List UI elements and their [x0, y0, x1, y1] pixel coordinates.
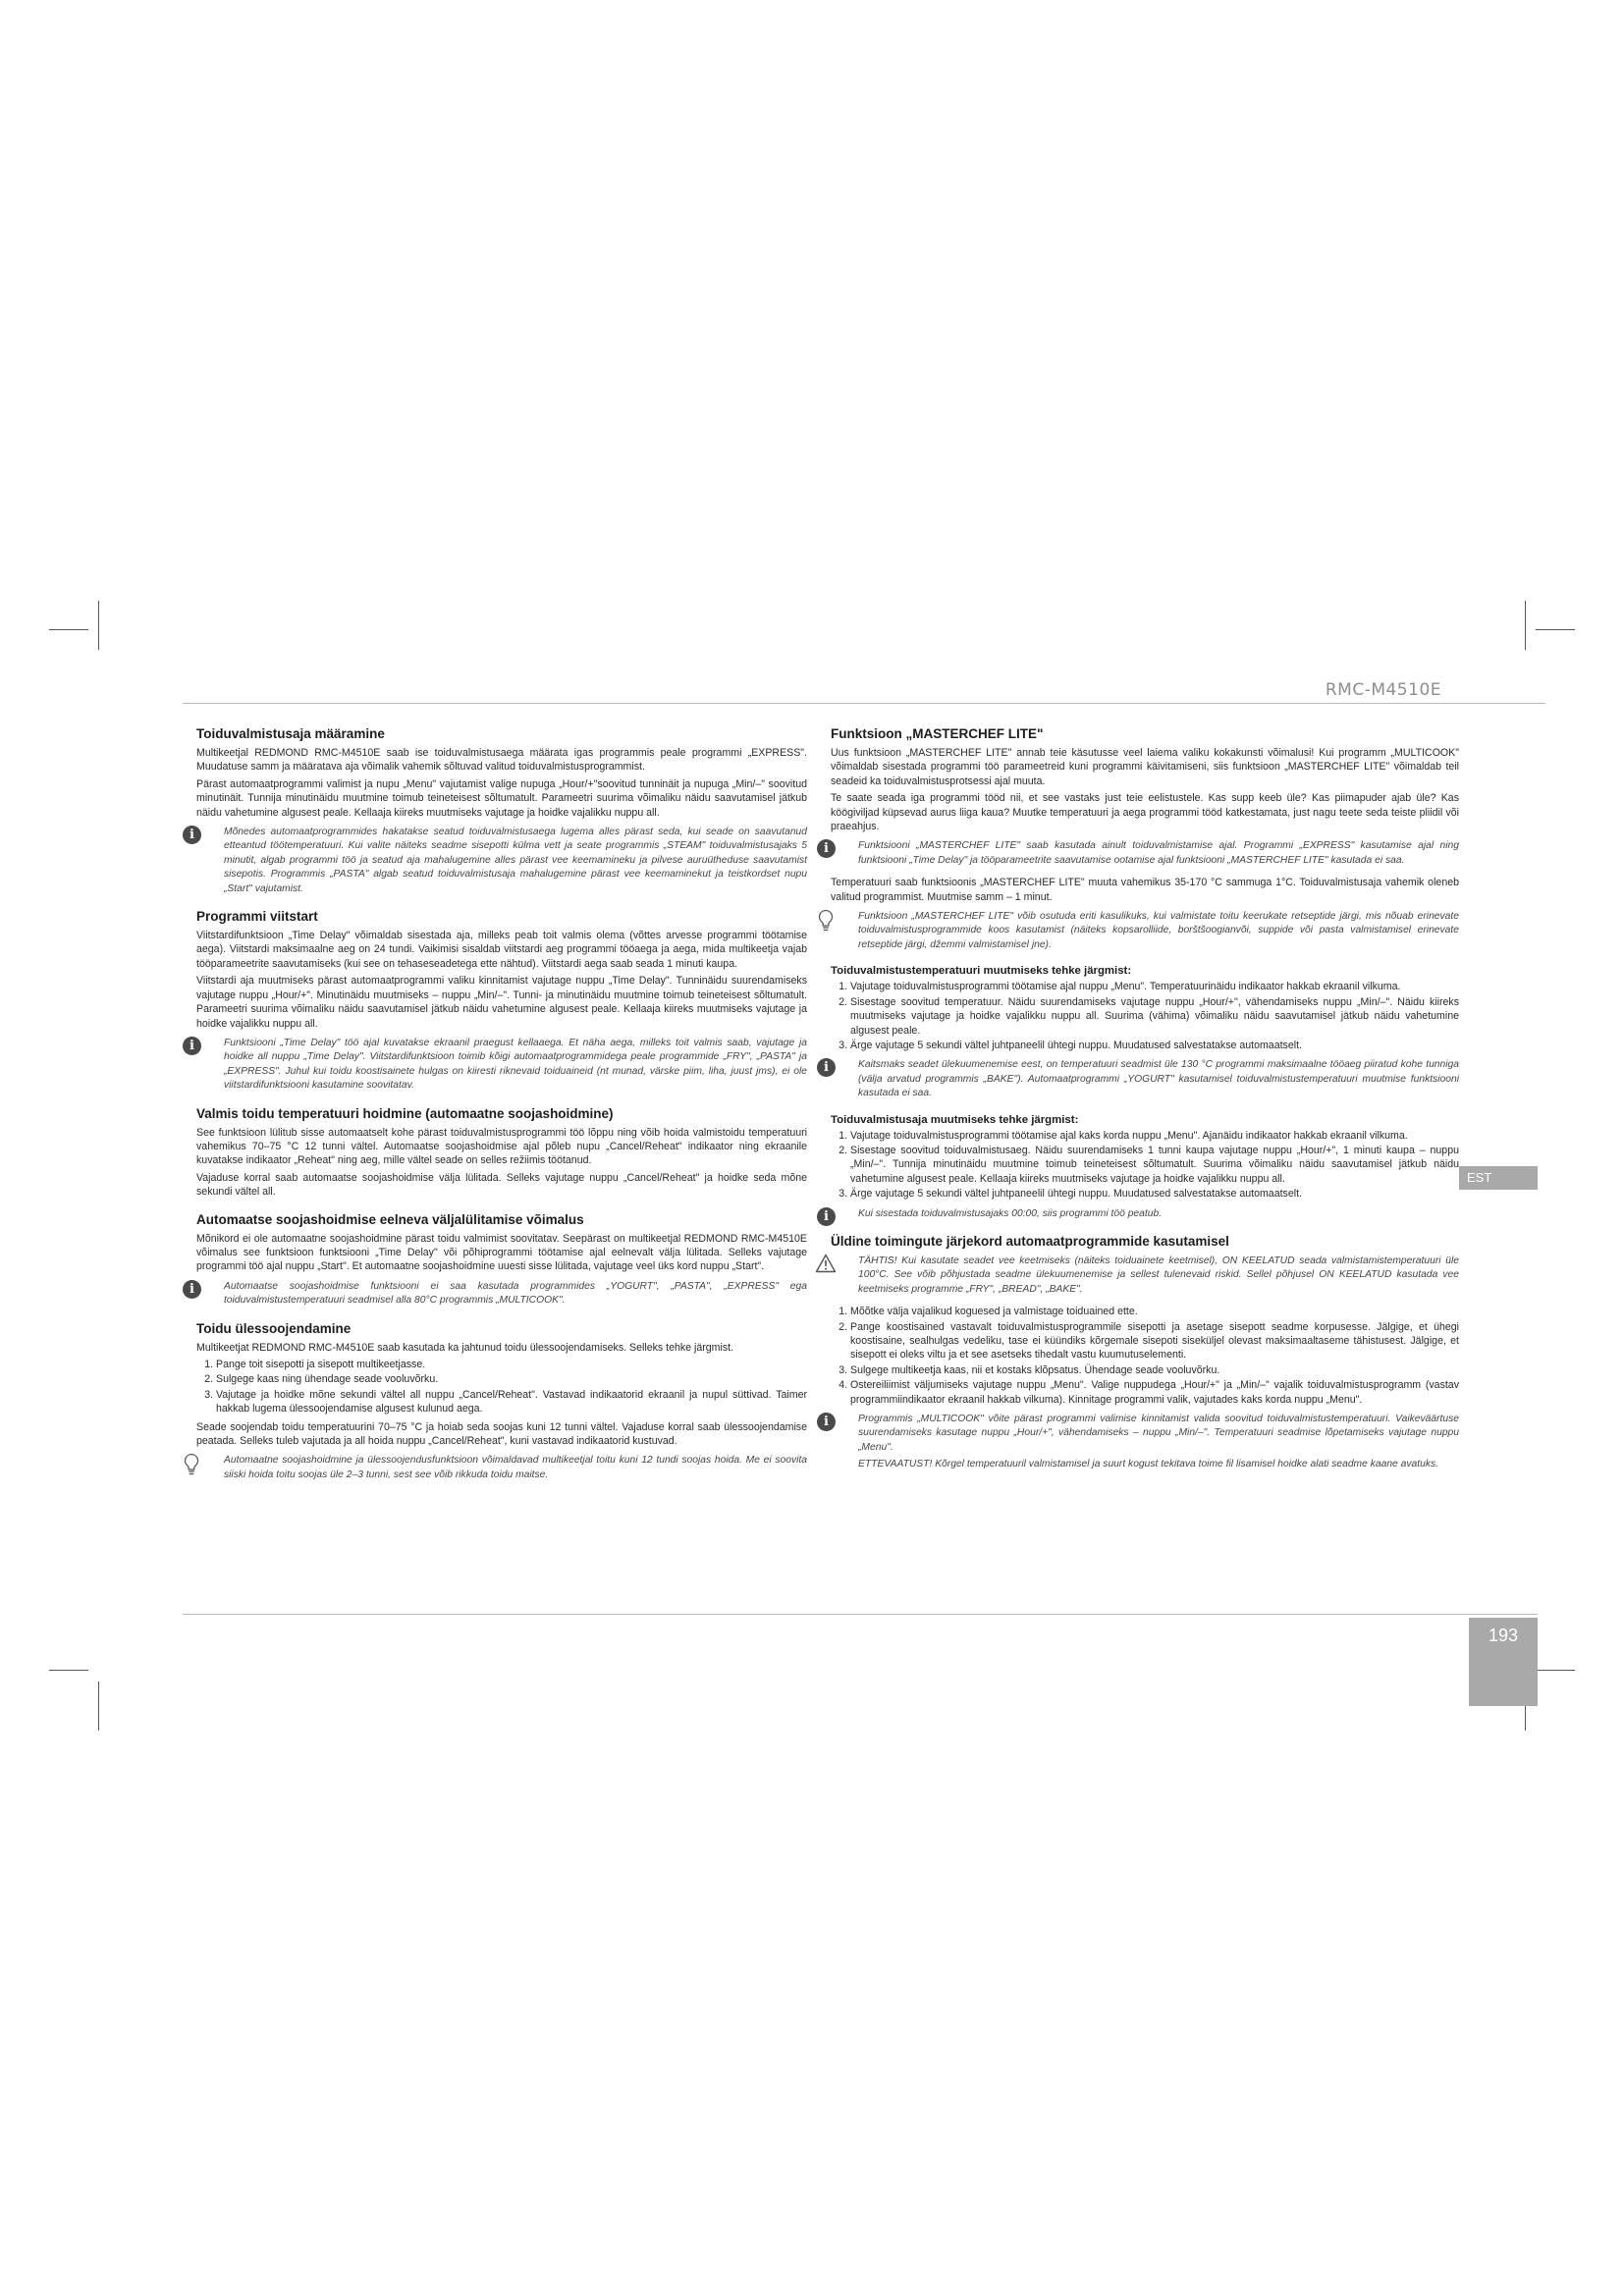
note-text: Funktsiooni „MASTERCHEF LITE" saab kasutada ainult toiduvalmistamise ajal. Programmi „EXPRESS" kasutamise ajal ning funktsiooni „Time Delay" ja tööparameetrite saavutamise ootamise ajal funktsiooni „MASTERCHEF LITE" kasutada ei saa.	[858, 840, 1459, 866]
section-change-time	[824, 1113, 1459, 1224]
list-item: 2. Sisestage soovitud toiduvalmistusaeg. Näidu suurendamiseks 1 tunni kaupa vajutage nuppu „Hour/+", 1 minuti kaupa – nuppu „Min/–". Tunnija minutinäidu muutmine toimub teineteisest sõltumatult. Suurima võimaliku näidu saavutamisel jätkub näidu vahetumine algusest peale. Kellaaja kiireks muutmiseks vajutage ja hoidke vajalikku nuppu all.	[850, 1144, 1459, 1186]
footer-rule	[183, 1614, 1538, 1615]
section-title: Valmis toidu temperatuuri hoidmine (automaatne soojashoidmine)	[196, 1105, 614, 1121]
crop-mark	[49, 1670, 88, 1671]
list-item: 3. Vajutage ja hoidke mõne sekundi vältel all nuppu „Cancel/Reheat". Vastavad indikaatorid ekraanil ja nupul süttivad. Taimer hakkab lugema ülessoojendamise algusest kulunud aega.	[216, 1388, 807, 1416]
subsection-title: Toiduvalmistustemperatuuri muutmiseks tehke järgmist:	[831, 965, 1132, 978]
steps-list	[831, 1129, 1459, 1201]
note-text: Programmis „MULTICOOK" võite pärast programmi valimise kinnitamist valida soovitud toiduvalmistustemperatuuri. Vaikeväärtuse suurendamiseks kasutage nuppu „Hour/+", vähendamiseks – nuppu „Min/–". Temperatuuri seadmise lõpetamiseks vajutage nuppu „Menu".	[858, 1414, 1459, 1453]
warning-note	[831, 1255, 1459, 1297]
section-cooking-time	[189, 726, 807, 896]
left-column	[189, 726, 807, 1495]
info-icon: i	[817, 1058, 836, 1077]
info-icon: i	[183, 1037, 201, 1055]
note-text: TÄHTIS! Kui kasutate seadet vee keetmiseks (näiteks toiduainete keetmisel), ON KEELATUD seada valmistamistemperatuuri üle 100°C. See võib põhjustada seadme ülekuumenemise ja sellest tulenevaid riskid. Sellel põhjusel ON KEELATUD kasutada vee keetmiseks programme „FRY", „BREAD", „BAKE".	[858, 1255, 1459, 1295]
info-note	[824, 1058, 1459, 1100]
section-reheat	[196, 1321, 807, 1483]
crop-mark	[98, 1682, 99, 1731]
section-title: Toiduvalmistusaja määramine	[196, 726, 385, 741]
section-title: Toidu ülessoojendamine	[196, 1320, 352, 1336]
section-change-temperature	[824, 965, 1459, 1100]
header-rule	[183, 703, 1545, 704]
tip-note	[196, 1454, 807, 1482]
paragraph: Viitstardi aja muutmiseks pärast automaatprogrammi valiku kinnitamist vajutage nuppu „Time Delay". Tunninäidu suurendamiseks vajutage nuppu „Hour/+". Minutinäidu muutmiseks – nuppu „Min/–". Tunni- ja minutinäidu muutmine toimub teineteisest sõltumatult. Parameetri suurima võimaliku näidu saavutamisel jätkub näidu vahetumine algusest peale. Kellaaja kiireks muutmiseks vajutage ja hoidke vajalikku nuppu all.	[196, 975, 807, 1030]
info-icon: i	[817, 1413, 836, 1431]
crop-mark	[1536, 1670, 1575, 1671]
note-text: Automaatne soojashoidmine ja ülessoojendusfunktsioon võimaldavad multikeetjal toitu kuni 12 tundi soojas hoida. Me ei soovita siiski hoida toitu soojas üle 2–3 tunni, sest see võib rikkuda toidu maitse.	[224, 1455, 807, 1480]
lightbulb-icon	[183, 1453, 200, 1476]
warning-icon	[815, 1254, 837, 1273]
paragraph: Multikeetjal REDMOND RMC-M4510E saab ise toiduvalmistusaega määrata igas programmis peale programmi „EXPRESS". Muudatuse samm ja määratava aja võimalik vahemik sõltuvad valitud toiduvalmistusprogrammist.	[196, 747, 807, 774]
subsection-title: Toiduvalmistusaja muutmiseks tehke järgmist:	[831, 1113, 1079, 1126]
info-icon: i	[183, 1280, 201, 1299]
section-masterchef	[824, 726, 1459, 952]
caution-text: ETTEVAATUST! Kõrgel temperatuuril valmistamisel ja suurt kogust tekitava toime fil lisamisel hoidke alati seadme kaane avatuks.	[858, 1459, 1438, 1470]
paragraph: Temperatuuri saab funktsioonis „MASTERCHEF LITE" muuta vahemikus 35-170 °C sammuga 1°C. Toiduvalmistusaja vahemik oleneb valitud programmist. Muutmise samm – 1 minut.	[831, 877, 1459, 903]
info-note	[189, 1280, 807, 1308]
section-keep-warm	[196, 1106, 807, 1200]
model-header: RMC-M4510E	[1325, 680, 1441, 700]
list-item: 1. Pange toit sisepotti ja sisepott multikeetjasse.	[216, 1358, 807, 1371]
list-item: 3. Ärge vajutage 5 sekundi vältel juhtpaneelil ühtegi nuppu. Muudatused salvestatakse automaatselt.	[850, 1039, 1459, 1052]
list-item: 3. Sulgege multikeetja kaas, nii et kostaks klõpsatus. Ühendage seade vooluvõrku.	[850, 1363, 1459, 1377]
info-icon: i	[817, 1207, 836, 1226]
info-note	[189, 1037, 807, 1094]
note-text: Automaatse soojashoidmise funktsiooni ei saa kasutada programmides „YOGURT", „PASTA", „EXPRESS" ega toiduvalmistustemperatuuri seadmisel alla 80°C programmis „MULTICOOK".	[224, 1280, 807, 1307]
steps-list	[831, 1305, 1459, 1407]
note-text: Mõnedes automaatprogrammides hakatakse seatud toiduvalmistusaega lugema alles pärast seda, kui seade on saavutanud etteantud töötemperatuuri. Kui valite näiteks seadme sisepotti külma vett ja seate programmis „STEAM" toiduvalmistusajaks 5 minutit, algab programmi töö ja seatud aja mahalugemine alles pärast vee keemamineku ja pilvese auruütheduse saavutamist sisepotis. Programmis „PASTA" algab seatud toiduvalmistusaja mahalugemine pärast vee keemaminekut ja teistkordset nupu „Start" vajutamist.	[224, 827, 807, 894]
paragraph: Multikeetjat REDMOND RMC-M4510E saab kasutada ka jahtunud toidu ülessoojendamiseks. Selleks tehke järgmist.	[196, 1341, 734, 1354]
paragraph: Vajaduse korral saab automaatse soojashoidmise välja lülitada. Selleks vajutage nuppu „Cancel/Reheat" ja hoidke seda mõne sekundi vältel all.	[196, 1171, 807, 1199]
language-tab: EST	[1459, 1166, 1538, 1190]
crop-mark	[1525, 601, 1526, 650]
crop-mark	[49, 629, 88, 630]
list-item: 4. Ostereiliimist väljumiseks vajutage nuppu „Menu". Valige nuppudega „Hour/+" ja „Min/–" vajalik toiduvalmistusprogramm (vastav programmiindikaator ekraanil hakkab vilkuma). Kinnitage programmi valik, vajutades kaks korda nuppu „Menu".	[850, 1378, 1459, 1407]
info-note	[824, 1413, 1459, 1472]
section-delayed-start	[189, 909, 807, 1093]
list-item: 2. Sulgege kaas ning ühendage seade vooluvõrku.	[216, 1372, 807, 1386]
steps-list	[196, 1358, 807, 1416]
info-note	[189, 826, 807, 896]
list-item: 1. Vajutage toiduvalmistusprogrammi töötamise ajal nuppu „Menu". Temperatuurinäidu indikaator hakkab ekraanil vilkuma.	[850, 980, 1459, 993]
note-text: Kaitsmaks seadet ülekuumenemise eest, on temperatuuri seadmist üle 130 °C programmi maksimaalne tööaeg piiratud kohe tunniga (välja arvatud programmis „BAKE"). Automaatprogrammi „YOGURT" kasutamisel toiduvalmistustemperatuuri muutmise funktsiooni kasutada ei saa.	[858, 1059, 1459, 1099]
section-keep-warm-off	[189, 1211, 807, 1308]
list-item: 3. Ärge vajutage 5 sekundi vältel juhtpaneelil ühtegi nuppu. Muudatused salvestatakse automaatselt.	[850, 1187, 1459, 1201]
info-note	[824, 1207, 1459, 1224]
paragraph: Mõnikord ei ole automaatne soojashoidmine pärast toidu valmimist soovitatav. Seepärast on multikeetjal REDMOND RMC-M4510E võimalus see funktsioon funktsiooni „Time Delay" või põhiprogrammi töötamise ajal eelnevalt välja lülitada. Selleks vajutage programmi töö ajal nuppu „Start". Et automaatne soojashoidmine uuesti sisse lülitada, vajutage veel üks kord nuppu „Start".	[196, 1232, 807, 1273]
paragraph: Viitstardifunktsioon „Time Delay" võimaldab sisestada aja, milleks peab toit valmis olema (võttes arvesse programmi töötamise aega). Viitstardi maksimaalne aeg on 24 tundi. Vaikimisi sisaldab viitstardi aeg programmi tööaega ja aega, mida multikeetja vajab tööparameetrite saavutamiseks (kui see on tehaseseadetega ette nähtud). Viitstardi aega saab seada 1 minuti kaupa.	[196, 930, 807, 970]
paragraph: Uus funktsioon „MASTERCHEF LITE" annab teie käsutusse veel laiema valiku kokakunsti võimalusi! Kui programm „MULTICOOK" võimaldab sisestada programmi töö parameetreid kuni programmi käivitamiseni, siis funktsioon „MASTERCHEF LITE" võimaldab teil seadeid ka toiduvalmistusprotsessi ajal muuta.	[831, 747, 1459, 787]
lightbulb-icon	[817, 909, 835, 933]
tip-note	[831, 910, 1459, 952]
right-column	[824, 726, 1459, 1485]
section-title: Funktsioon „MASTERCHEF LITE"	[831, 726, 1044, 741]
info-icon: i	[817, 839, 836, 858]
page-number: 193	[1488, 1626, 1519, 1645]
list-item: 1. Vajutage toiduvalmistusprogrammi töötamise ajal kaks korda nuppu „Menu". Ajanäidu indikaator hakkab ekraanil vilkuma.	[850, 1129, 1459, 1143]
info-note	[824, 839, 1459, 868]
section-title: Üldine toimingute järjekord automaatprogrammide kasutamisel	[831, 1233, 1229, 1249]
paragraph: Pärast automaatprogrammi valimist ja nupu „Menu" vajutamist valige nupuga „Hour/+"soovitud tunninäit ja nupuga „Min/–" soovitud minutinäit. Tunnija minutinäidu muutmine toimub teineteisest sõltumatult. Parameetri suurima võimaliku näidu saavutamisel jätkub näidu vahetumine algusest peale. Kellaaja kiireks muutmiseks vajutage ja hoidke vajalikku nuppu all.	[196, 777, 807, 819]
section-general-procedure	[824, 1233, 1459, 1472]
note-text: Funktsioon „MASTERCHEF LITE" võib osutuda eriti kasulikuks, kui valmistate toitu keerukate retseptide järgi, mis nõuab erinevate toiduvalmistusprogrammide koos kasutamist (näiteks kopsarolliide, borštšoogianvõi, suppide või pasta valmistamisel erinevate retseptide järgi, džemmi valmistamisel jne).	[858, 911, 1459, 950]
note-text: Kui sisestada toiduvalmistusajaks 00:00, siis programmi töö peatub.	[858, 1207, 1163, 1219]
paragraph: Te saate seada iga programmi tööd nii, et see vastaks just teie eelistustele. Kas supp keeb üle? Kas piimapuder ajab üle? Kas köögiviljad küpsevad aurus liiga kaua? Muutke temperatuuri ja aega programmi tööd katkestamata, just nagu teete seda teiste pliidil või praeahjus.	[831, 792, 1459, 833]
section-title: Automaatse soojashoidmise eelneva väljalülitamise võimalus	[196, 1211, 584, 1227]
list-item: 2. Pange koostisained vastavalt toiduvalmistusprogrammile sisepotti ja asetage sisepott seadme korpusesse. Jälgige, et ühegi koostisaine, sealhulgas vedeliku, tase ei küündiks kõrgemale sisepoti siseküljel olevast maksimaaltaseme tähistusest. Jälgige, et sisepott ei oleks viltu ja et see asetseks tihedalt vastu kuumutuselementi.	[850, 1320, 1459, 1362]
note-text: Funktsiooni „Time Delay" töö ajal kuvatakse ekraanil praegust kellaaega. Et näha aega, milleks toit valmis saab, vajutage ja hoidke all nuppu „Time Delay". Viitstardifunktsioon toimib kõigi automaatprogrammidega peale programmide „FRY", „PASTA" ja „EXPRESS". Juhul kui toidu koostisainete hulgas on kiiresti riknevaid toiduaineid (nt munad, värske piim, liha, juust jms), ei ole viitstardifunktsiooni kasutamine soovitatav.	[224, 1037, 807, 1092]
info-icon: i	[183, 826, 201, 844]
paragraph: Seade soojendab toidu temperatuurini 70–75 °C ja hoiab seda soojas kuni 12 tunni vältel. Vajaduse korral saab ülessoojendamise peatada. Selleks tuleb vajutada ja all hoida nuppu „Cancel/Reheat", kuni vastavad indikaatorid kustuvad.	[196, 1420, 807, 1448]
paragraph: See funktsioon lülitub sisse automaatselt kohe pärast toiduvalmistusprogrammi töö lõppu ning võib hoida valmistoidu temperatuuri vahemikus 70–75 °C 12 tunni vältel. Automaatse soojashoidmise ajal põleb nupu „Cancel/Reheat" indikaator ning ekraanile kuvatakse indikaator „Reheat" ning aeg, mille vältel seade on selles režiimis töötanud.	[196, 1126, 807, 1167]
crop-mark	[1536, 629, 1575, 630]
crop-mark	[98, 601, 99, 650]
section-title: Programmi viitstart	[196, 909, 318, 925]
list-item: 2. Sisestage soovitud temperatuur. Näidu suurendamiseks vajutage nuppu „Hour/+", vähendamiseks nuppu „Min/–". Näidu kiireks muutmiseks vajutage ja hoidke vajalikku nuppu all. Suurima (vähima) võimaliku näidu saavutamisel jätkub näidu vahetumine algusest peale.	[850, 995, 1459, 1038]
list-item: 1. Mõõtke välja vajalikud koguesed ja valmistage toiduained ette.	[850, 1305, 1459, 1318]
steps-list	[831, 980, 1459, 1052]
